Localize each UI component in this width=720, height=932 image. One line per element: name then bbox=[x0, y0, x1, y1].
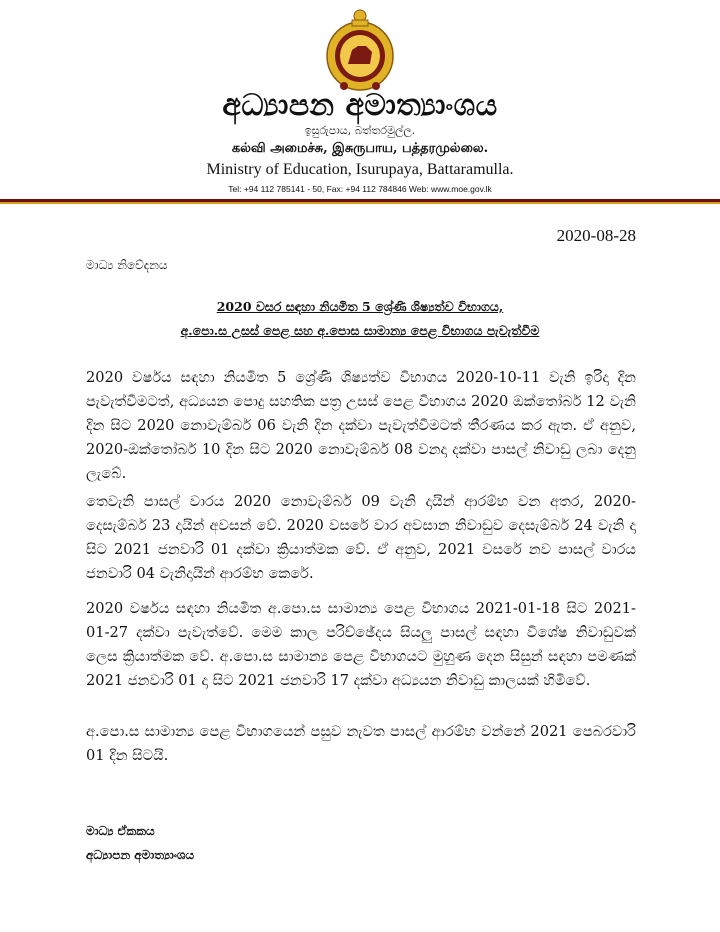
header-rule-accent bbox=[0, 202, 720, 204]
signature-ministry: අධ්‍යාපන අමාත්‍යාංශය bbox=[86, 848, 195, 862]
paragraph-1: 2020 වර්ෂය සඳහා නියමිත 5 ශ්‍රේණි ශිෂ්‍යත්ව විභාගය 2020-10-11 වැනි ඉරිදා දින පැවැත්වීමටත්, අධ්‍යයන පොදු සහතික පත්‍ර උසස් පෙළ විභාගය 2020 ඔක්තෝබර් 12 වැනි දින සිට 2020 නොවැම්බර් 06 වැනි දින දක්වා පැවැත්වීමටත් තීරණය කර ඇත. ඒ අනුව, 2020-ඔක්තෝබර් 10 දින සිට 2020 නොවැම්බර් 08 වනදා දක්වා පාසල් නිවාඩු ලබා දෙනු ලැබේ. bbox=[86, 369, 636, 482]
address-sinhala: ඉසුරුපාය, බත්තරමුල්ල. bbox=[304, 124, 416, 137]
ministry-name-sinhala: අධ්‍යාපන අමාත්‍යාංශය bbox=[222, 88, 498, 123]
sri-lanka-emblem-icon bbox=[322, 6, 398, 92]
letterhead bbox=[0, 0, 720, 215]
signature-unit: මාධ්‍ය ඒකකය bbox=[86, 824, 155, 838]
paragraph-3: 2020 වර්ෂය සඳහා නියමිත අ.පො.ස සාමාන්‍ය පෙළ විභාගය 2021-01-18 සිට 2021-01-27 දක්වා පැවැත්වේ. මෙම කාල පරිච්ඡේදය සියලු පාසල් සඳහා විශේෂ නිවාඩුවක් ලෙස ක්‍රියාත්මක වේ. අ.පො.ස සාමාන්‍ය පෙළ විභාගයට මුහුණ දෙන සිසුන් සඳහා පමණක් 2021 ජනවාරි 01 දා සිට 2021 ජනවාරි 17 දක්වා අධ්‍යයන නිවාඩු කාලයක් හිමිවේ. bbox=[86, 600, 636, 689]
document-title-line2: අ.පො.ස උසස් පෙළ සහ අ.පොස සාමාන්‍ය පෙළ විභාගය පැවැත්වීම bbox=[180, 323, 540, 338]
ministry-name-tamil: கல்வி அமைச்சு, இசுருபாய, பத்தரமுல்லை. bbox=[231, 141, 489, 156]
paragraph-4: අ.පො.ස සාමාන්‍ය පෙළ විභාගයෙන් පසුව නැවත පාසල් ආරම්භ වන්නේ 2021 පෙබරවාරි 01 දින සිටයි. bbox=[86, 723, 636, 764]
ministry-name-english: Ministry of Education, Isurupaya, Battaramulla. bbox=[206, 161, 514, 178]
document-title-line1: 2020 වසර සඳහා නියමිත 5 ශ්‍රේණි ශිෂ්‍යත්ව විභාගය, bbox=[216, 299, 504, 314]
contact-details: Tel: +94 112 785141 - 50, Fax: +94 112 784846 Web: www.moe.gov.lk bbox=[228, 184, 492, 194]
document-date: 2020-08-28 bbox=[556, 226, 636, 245]
paragraph-2: තෙවැනි පාසල් වාරය 2020 නොවැම්බර් 09 වැනි දායින් ආරම්භ වන අතර, 2020-දෙසැම්බර් 23 දායින් අවසන් වේ. 2020 වසරේ වාර අවසාන නිවාඩුව දෙසැම්බර් 24 වැනි දා සිට 2021 ජනවාරි 01 දක්වා ක්‍රියාත්මක වේ. ඒ අනුව, 2021 වසරේ නව පාසල් වාරය ජනවාරි 04 වැනිදායින් ආරම්භ කෙරේ. bbox=[86, 493, 636, 582]
notice-label: මාධ්‍ය නිවේදනය bbox=[86, 258, 168, 272]
